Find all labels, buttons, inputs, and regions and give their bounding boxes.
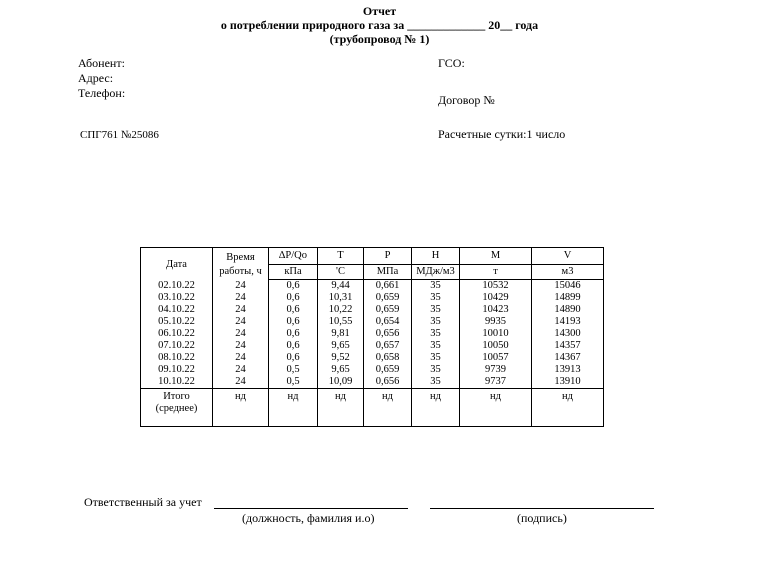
- table-cell: 35: [412, 316, 460, 328]
- settlement-day-label: Расчетные сутки:1 число: [438, 127, 566, 141]
- table-cell: 07.10.22: [141, 340, 213, 352]
- table-cell: 0,6: [269, 328, 318, 340]
- address-label: Адрес:: [78, 71, 114, 85]
- table-cell: 15046: [532, 280, 604, 292]
- table-cell: 13910: [532, 376, 604, 389]
- table-cell: 35: [412, 352, 460, 364]
- table-cell: 35: [412, 376, 460, 389]
- table-cell: 08.10.22: [141, 352, 213, 364]
- table-cell: 10423: [460, 304, 532, 316]
- header-time-line1: Время: [226, 252, 255, 263]
- unit-t: 'C: [318, 265, 364, 280]
- table-cell: 9,81: [318, 328, 364, 340]
- table-cell: 9935: [460, 316, 532, 328]
- table-body: [141, 280, 604, 389]
- table-cell: 35: [412, 340, 460, 352]
- table-header-row: [141, 248, 604, 265]
- table-cell: 10429: [460, 292, 532, 304]
- responsible-label: Ответственный за учет: [84, 495, 202, 509]
- table-cell: 35: [412, 328, 460, 340]
- table-cell: 02.10.22: [141, 280, 213, 292]
- table-cell: 10,55: [318, 316, 364, 328]
- total-cell: нд: [532, 389, 604, 427]
- table-cell: 14899: [532, 292, 604, 304]
- header-p: P: [364, 248, 412, 265]
- table-row: [141, 280, 604, 292]
- table-cell: 14300: [532, 328, 604, 340]
- total-label-line1: Итого: [163, 391, 190, 402]
- subscriber-label: Абонент:: [78, 56, 125, 70]
- total-cell: нд: [318, 389, 364, 427]
- total-cell: нд: [412, 389, 460, 427]
- table-row: [141, 304, 604, 316]
- table-cell: 0,661: [364, 280, 412, 292]
- table-cell: 9,52: [318, 352, 364, 364]
- table-cell: 0,654: [364, 316, 412, 328]
- signature-line: [430, 508, 654, 509]
- table-cell: 24: [213, 364, 269, 376]
- table-cell: 9739: [460, 364, 532, 376]
- table-cell: 9,44: [318, 280, 364, 292]
- table-cell: 10,31: [318, 292, 364, 304]
- header-h: H: [412, 248, 460, 265]
- table-cell: 14890: [532, 304, 604, 316]
- total-cell: нд: [269, 389, 318, 427]
- table-cell: 24: [213, 304, 269, 316]
- report-subtitle: о потреблении природного газа за _____________ 20__ года: [220, 18, 539, 32]
- table-cell: 14193: [532, 316, 604, 328]
- table-cell: 10057: [460, 352, 532, 364]
- table-row: [141, 352, 604, 364]
- report-title: Отчет: [362, 4, 397, 18]
- table-cell: 0,659: [364, 304, 412, 316]
- table-cell: 35: [412, 304, 460, 316]
- table-cell: 03.10.22: [141, 292, 213, 304]
- table-cell: 14367: [532, 352, 604, 364]
- unit-v: м3: [532, 265, 604, 280]
- header-v: V: [532, 248, 604, 265]
- table-cell: 05.10.22: [141, 316, 213, 328]
- contract-label: Договор №: [438, 93, 495, 107]
- table-cell: 0,658: [364, 352, 412, 364]
- table-cell: 10050: [460, 340, 532, 352]
- table-cell: 24: [213, 352, 269, 364]
- total-row: [141, 389, 604, 427]
- unit-m: т: [460, 265, 532, 280]
- table-cell: 24: [213, 328, 269, 340]
- table-row: [141, 364, 604, 376]
- table-cell: 0,657: [364, 340, 412, 352]
- table-cell: 10,22: [318, 304, 364, 316]
- table-cell: 0,656: [364, 376, 412, 389]
- table-row: [141, 340, 604, 352]
- table-cell: 10532: [460, 280, 532, 292]
- table-cell: 0,659: [364, 292, 412, 304]
- table-cell: 0,6: [269, 292, 318, 304]
- unit-dp: кПа: [269, 265, 318, 280]
- table-cell: 13913: [532, 364, 604, 376]
- table-cell: 24: [213, 376, 269, 389]
- total-cell: нд: [213, 389, 269, 427]
- table-cell: 24: [213, 340, 269, 352]
- header-m: M: [460, 248, 532, 265]
- header-t: T: [318, 248, 364, 265]
- table-cell: 24: [213, 280, 269, 292]
- table-cell: 35: [412, 292, 460, 304]
- table-row: [141, 328, 604, 340]
- phone-label: Телефон:: [78, 86, 126, 100]
- header-dp: ∆P/Qo: [269, 248, 318, 265]
- table-cell: 10.10.22: [141, 376, 213, 389]
- pipeline-label: (трубопровод № 1): [329, 32, 430, 46]
- table-cell: 0,5: [269, 364, 318, 376]
- table-cell: 0,5: [269, 376, 318, 389]
- table-cell: 0,6: [269, 304, 318, 316]
- total-cell: нд: [364, 389, 412, 427]
- header-date: Дата: [141, 248, 213, 281]
- total-label: [141, 389, 213, 427]
- device-label: СПГ761 №25086: [80, 129, 159, 141]
- table-cell: 06.10.22: [141, 328, 213, 340]
- table-row: [141, 292, 604, 304]
- table-cell: 0,6: [269, 316, 318, 328]
- table-cell: 0,6: [269, 280, 318, 292]
- header-time-line2: работы, ч: [219, 266, 262, 277]
- consumption-table: [140, 247, 604, 427]
- table-row: [141, 316, 604, 328]
- table-cell: 09.10.22: [141, 364, 213, 376]
- table-cell: 24: [213, 292, 269, 304]
- table-cell: 9737: [460, 376, 532, 389]
- header-time: [213, 248, 269, 281]
- table-cell: 14357: [532, 340, 604, 352]
- table-cell: 35: [412, 364, 460, 376]
- table-cell: 0,6: [269, 352, 318, 364]
- table-cell: 9,65: [318, 364, 364, 376]
- table-cell: 04.10.22: [141, 304, 213, 316]
- unit-p: МПа: [364, 265, 412, 280]
- table-cell: 10,09: [318, 376, 364, 389]
- table-cell: 9,65: [318, 340, 364, 352]
- position-caption: (должность, фамилия и.о): [242, 511, 375, 525]
- gso-label: ГСО:: [438, 56, 465, 70]
- position-signature-line: [214, 508, 408, 509]
- unit-h: МДж/м3: [412, 265, 460, 280]
- table-cell: 24: [213, 316, 269, 328]
- table-cell: 35: [412, 280, 460, 292]
- table-row: [141, 376, 604, 389]
- table-cell: 0,659: [364, 364, 412, 376]
- total-label-line2: (среднее): [155, 403, 198, 414]
- table-cell: 0,656: [364, 328, 412, 340]
- table-cell: 0,6: [269, 340, 318, 352]
- total-cell: нд: [460, 389, 532, 427]
- signature-caption: (подпись): [517, 511, 567, 525]
- table-cell: 10010: [460, 328, 532, 340]
